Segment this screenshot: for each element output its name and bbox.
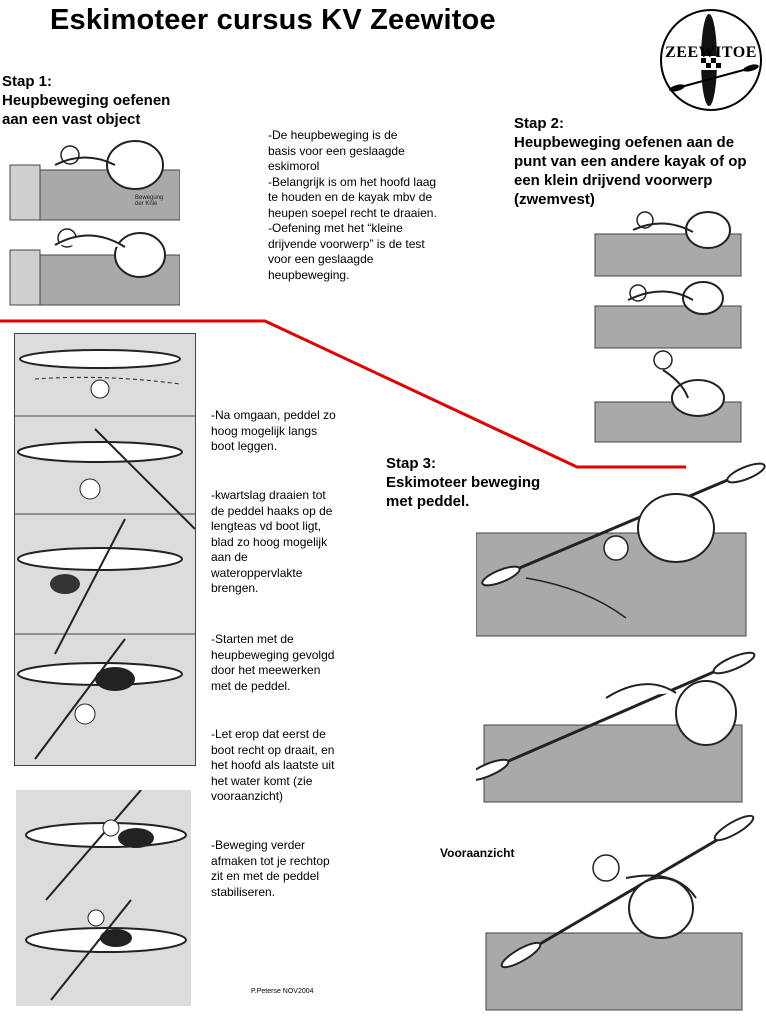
step1-figure	[5, 135, 180, 310]
note-line: het water komt (zie	[211, 773, 313, 788]
floating-object-illustration	[593, 208, 743, 443]
step3-title-line: Stap 3:	[386, 455, 437, 472]
note-line: -Beweging verder	[211, 838, 306, 852]
step2-figure	[593, 208, 743, 443]
note-line: -De heupbeweging is de	[268, 128, 398, 142]
note-line: -Oefening met het “kleine	[268, 221, 403, 235]
page-title: Eskimoteer cursus KV Zeewitoe	[50, 4, 496, 36]
note-line: door het meewerken	[211, 663, 321, 677]
note-line: voor een geslaagde	[268, 252, 374, 266]
note-line: boot recht op draait, en	[211, 742, 335, 757]
note-line: drijvende voorwerp” is de test	[268, 236, 425, 251]
paddle-roll-illustration	[476, 458, 766, 1013]
note-line: hoog mogelijk langs	[211, 423, 318, 438]
note-line: blad zo hoog mogelijk	[211, 534, 328, 549]
note-line: zit en met de peddel	[211, 869, 320, 883]
step3-finish-figure	[16, 790, 191, 1006]
note-line: boot leggen.	[211, 439, 278, 453]
step2-title-line: Heupbeweging oefenen aan de	[514, 134, 735, 151]
note-line: -Let erop dat eerst de	[211, 727, 326, 741]
note-line: heupen soepel recht te draaien.	[268, 205, 437, 220]
note-line: heupbeweging.	[268, 267, 350, 282]
step3-title-line: Eskimoteer beweging	[386, 474, 541, 491]
step3-paddle-figure	[476, 458, 766, 1013]
note-line: afmaken tot je rechtop	[211, 853, 330, 868]
note-line: aan de	[211, 550, 248, 564]
note-line: stabiliseren.	[211, 884, 276, 899]
step3-note	[211, 632, 334, 694]
step2-title-line: een klein drijvend voorwerp	[514, 172, 713, 189]
note-line: te houden en de kayak mbv de	[268, 190, 433, 204]
step3-note	[211, 838, 330, 900]
front-view-label: Vooraanzicht	[440, 846, 515, 860]
step1-title-line: Heupbeweging oefenen	[2, 92, 171, 109]
step3-sequence-figure	[14, 333, 196, 766]
club-logo	[659, 8, 763, 112]
note-line: het hoofd als laatste uit	[211, 758, 335, 772]
credit: P.Peterse NOV2004	[251, 988, 314, 995]
step1-title	[2, 72, 170, 129]
step2-title	[514, 114, 747, 209]
note-line: de peddel haaks op de	[211, 503, 333, 518]
note-line: eskimorol	[268, 159, 320, 173]
note-line: heupbeweging gevolgd	[211, 647, 335, 662]
step2-title-line: Stap 2:	[514, 115, 565, 132]
logo-text: ZEEWITOE	[665, 44, 757, 61]
note-line: met de peddel.	[211, 678, 291, 693]
step1-title-line: aan een vast object	[2, 111, 141, 128]
hip-movement-illustration	[5, 135, 180, 310]
step2-title-line: punt van een andere kayak of op	[514, 153, 747, 170]
note-line: -Belangrijk is om het hoofd laag	[268, 174, 437, 189]
step3-note	[211, 488, 332, 597]
step3-note	[211, 727, 334, 805]
note-line: -Starten met de	[211, 632, 294, 646]
figure-caption	[135, 195, 163, 207]
note-line: wateroppervlakte	[211, 565, 303, 580]
note-line: lengteas vd boot ligt,	[211, 519, 322, 533]
finish-roll-illustration	[16, 790, 191, 1006]
note-line: basis voor een geslaagde	[268, 143, 405, 158]
note-line: -kwartslag draaien tot	[211, 488, 326, 502]
note-line: brengen.	[211, 581, 259, 595]
step1-title-line: Stap 1:	[2, 73, 53, 90]
step3-note	[211, 408, 336, 455]
note-line: vooraanzicht)	[211, 789, 284, 803]
roll-sequence-illustration	[15, 334, 195, 765]
step3-title-line: met peddel.	[386, 493, 470, 510]
note-line: -Na omgaan, peddel zo	[211, 408, 336, 422]
figure-caption-line: der Knie	[135, 201, 158, 207]
step2-title-line: (zwemvest)	[514, 191, 595, 208]
step1-notes	[268, 128, 437, 283]
figure-caption-line: Bewegung	[135, 195, 164, 201]
